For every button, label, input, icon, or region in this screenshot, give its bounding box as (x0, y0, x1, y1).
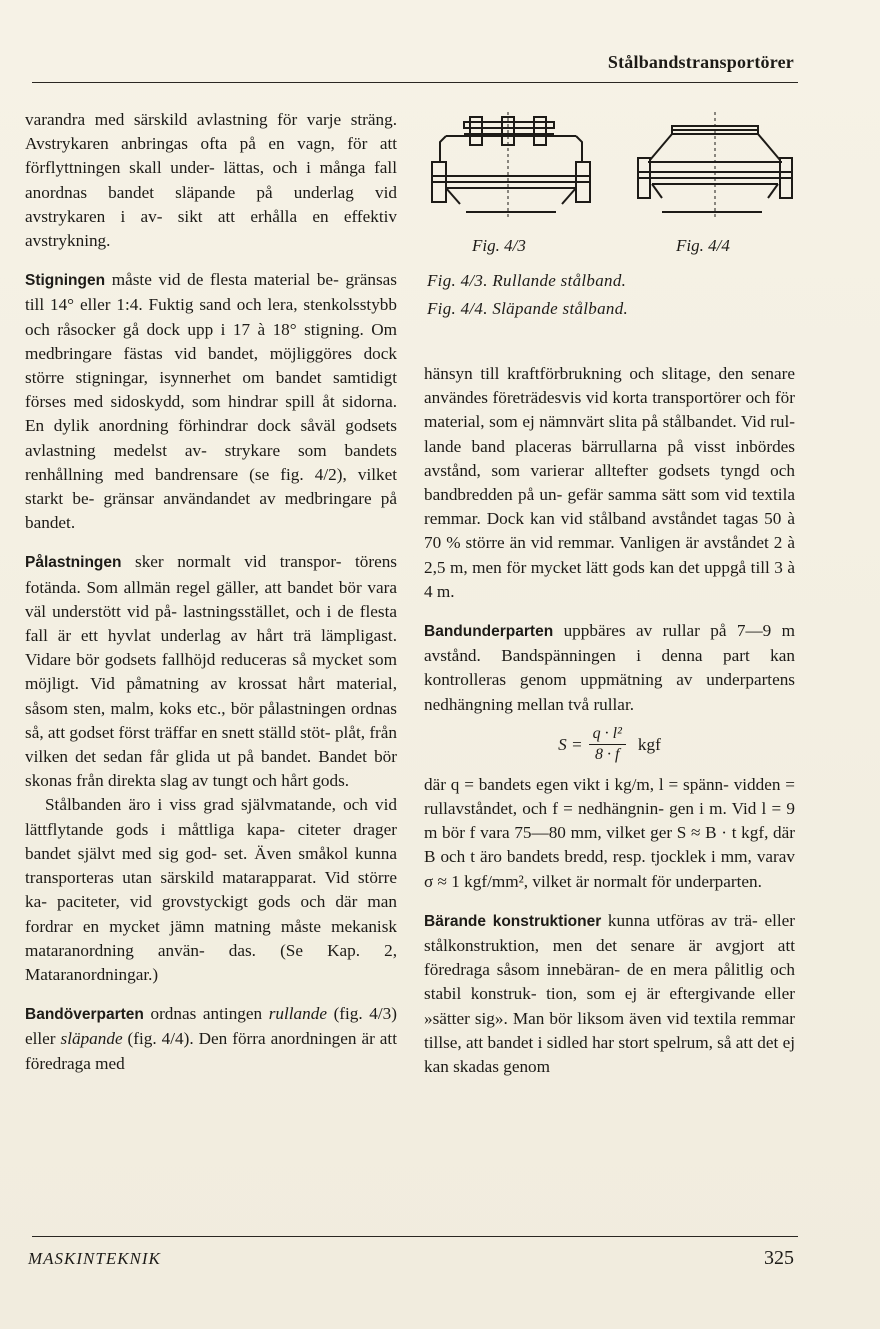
footer-section: MASKINTEKNIK (28, 1249, 161, 1268)
figure-label: Fig. 4/3 (472, 236, 526, 255)
paragraph: Pålastningen sker normalt vid transpor- törens fotända. Som allmän regel gäller, att bandet bör vara väl understött vid på- lastningsstället, och i de flesta fall är ett hyvlat underlag av hårt trä lämpligast. Vidare bör godsets fallhöjd reduceras så mycket som möjligt. Vid påmatning av krossat hårt material, såsom sten, malm, koks etc., bör pålastningen ordnas så, att godset först träffar en snett ställd stöt- plåt, från vilken det sedan får glida ut på bandet. Bandet bör skonas från direkta slag av tungt och hårt gods. (25, 552, 397, 791)
run-in-heading: Bandunderparten (424, 623, 554, 641)
formula-lhs: S = (558, 734, 583, 754)
figure-caption: Fig. 4/4. Släpande stålband. (427, 299, 629, 318)
paragraph: Stigningen måste vid de flesta material be- gränsas till 14° eller 1:4. Fuktig sand och lera, stenkolsstybb och råsocker gå dock upp i 17 à 18° stigning. Om medbringare fästas vid bandet, möjliggöres dock större stigningar, isynnerhet om bandet samtidigt förses med sidoskydd, som hindrar spill åt sidorna. En dylik anordning förhindrar dock såväl godsets avlastning medelst av- strykare som bandets renhållning med bandrensare (se fig. 4/2), vilket starkt be- gränsar användandet av medbringare på bandet. (25, 270, 397, 533)
run-in-heading: Bärande konstruktioner (424, 912, 602, 930)
footer-rule (32, 1236, 798, 1237)
run-in-heading: Pålastningen (25, 554, 122, 572)
page-number: 325 (764, 1247, 794, 1269)
paragraph: där q = bandets egen vikt i kg/m, l = spänn- vidden = rullavståndet, och f = nedhängnin- gen i m. Vid l = 9 m bör f vara 75—80 mm, vilket ger S ≈ B · t kgf, där B och t äro bandets bredd, resp. tjocklek i mm, varav σ ≈ 1 kgf/mm², vilket är normalt för underparten. (424, 774, 795, 891)
formula-denominator: 8 · f (595, 746, 620, 764)
formula-unit: kgf (637, 734, 661, 754)
paragraph: Bärande konstruktioner kunna utföras av trä- eller stålkonstruktion, men det senare är avgjort att föredraga såsom innebäran- de en mera pålitlig och stabil konstruk- tion, som ej är eftergivande eller »sätter sig». Man bör liksom även vid textila remmar tillse, att bandet i sidled har stort spelrum, så att det ej kan skadas genom (424, 910, 795, 1077)
left-column (25, 108, 397, 1076)
right-column (424, 362, 795, 1079)
paragraph: Bandöverparten ordnas antingen rullande (fig. 4/3) eller släpande (fig. 4/4). Den förra anordningen är att föredraga med (25, 1004, 397, 1073)
paragraph: Stålbanden äro i viss grad självmatande, och vid lättflytande gods i måttliga kapa- citeter drager bandet självt med sig god- set. Även småkol kunna transporteras utan särskild matarapparat. Vid större ka- paciteter, vid grovstyckigt gods och där man fordrar en mycket jämn matning måste mekanisk mataranordning använ- das. (Se Kap. 2, Mataranordningar.) (25, 795, 397, 984)
paragraph: hänsyn till kraftförbrukning och slitage, den senare användes företrädesvis vid korta transportörer och för material, som ej nämnvärt slita på stålbandet. Vid rul- lande band placeras bärrullarna på visst inbördes avstånd, som varierar alltefter godsets tyngd och bandbredden på un- gefär samma sätt som vid textila remmar. Dock kan vid stålband avståndet tagas 50 à 70 % större än vid remmar. Vanligen är avståndet 2 à 2,5 m, men för mycket lätt gods kan det uppgå till 3 à 4 m. (424, 364, 795, 601)
figure-label: Fig. 4/4 (676, 236, 730, 255)
paragraph: Bandunderparten uppbäres av rullar på 7—9 m avstånd. Bandspänningen i denna part kan kontrolleras genom uppmätning av underpartens nedhängning mellan två rullar. (424, 621, 795, 714)
figure-4-4-sliding-belt (632, 112, 797, 227)
running-header: Stålbandstransportörer (607, 52, 794, 72)
figure-caption: Fig. 4/3. Rullande stålband. (427, 271, 627, 290)
formula-numerator: q · l² (589, 724, 626, 745)
run-in-heading: Stigningen (25, 272, 106, 290)
run-in-heading: Bandöverparten (25, 1006, 144, 1024)
paragraph: varandra med särskild avlastning för varje sträng. Avstrykaren anbringas ofta på en vagn, för att förflyttningen skall under- lättas, och i många fall anordnas bandet släpande på underlag vid avstrykaren i av- sikt att erhålla en effektiv avstrykning. (25, 110, 397, 251)
formula (424, 721, 795, 769)
header-rule (32, 82, 798, 83)
figure-4-3-rolling-belt (426, 112, 596, 227)
